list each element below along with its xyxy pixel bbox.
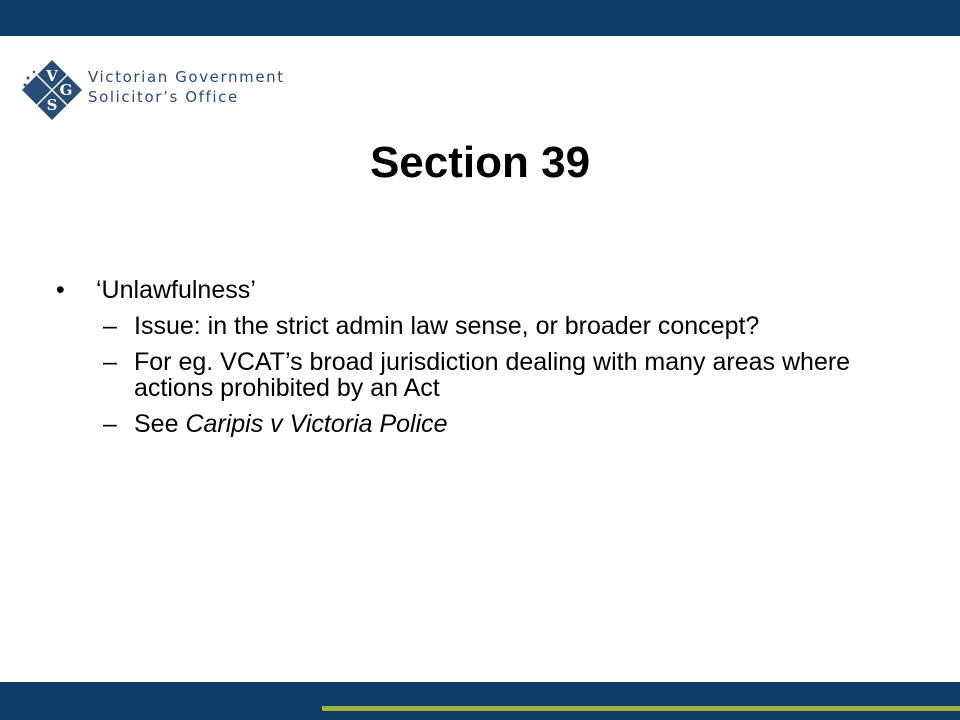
subpoint-list [56, 313, 896, 437]
slide-title: Section 39 [369, 138, 591, 187]
org-name-line1: Victorian Government [88, 68, 285, 86]
subpoint-item [56, 349, 896, 401]
bottom-accent-stripe [322, 706, 960, 711]
top-banner [0, 0, 960, 36]
vgso-logo [20, 58, 290, 122]
case-name: Caripis v Victoria Police [185, 410, 448, 438]
logo-wordmark [88, 67, 285, 107]
bullet-text: ‘Unlawfulness’ [96, 276, 256, 304]
dash-marker: – [103, 348, 117, 376]
dash-marker: – [103, 410, 117, 438]
dash-marker: – [103, 312, 117, 340]
bullet-item [56, 277, 896, 303]
logo-letter-s: S [46, 96, 58, 114]
subpoint-item [56, 313, 896, 339]
bottom-banner [0, 682, 960, 720]
logo-letter-g: G [59, 81, 73, 99]
bullet-marker: • [56, 276, 65, 304]
org-name-line2: Solicitor’s Office [88, 88, 239, 106]
subpoint-text: For eg. VCAT’s broad jurisdiction dealing with many areas where actions prohibited by an Act [134, 348, 851, 402]
subpoint-prefix: See [134, 410, 186, 438]
subpoint-text: Issue: in the strict admin law sense, or broader concept? [134, 312, 760, 340]
vgso-logo-icon [20, 58, 84, 122]
subpoint-item [56, 411, 896, 437]
slide-body [56, 277, 896, 447]
logo-letter-v: V [46, 67, 58, 85]
